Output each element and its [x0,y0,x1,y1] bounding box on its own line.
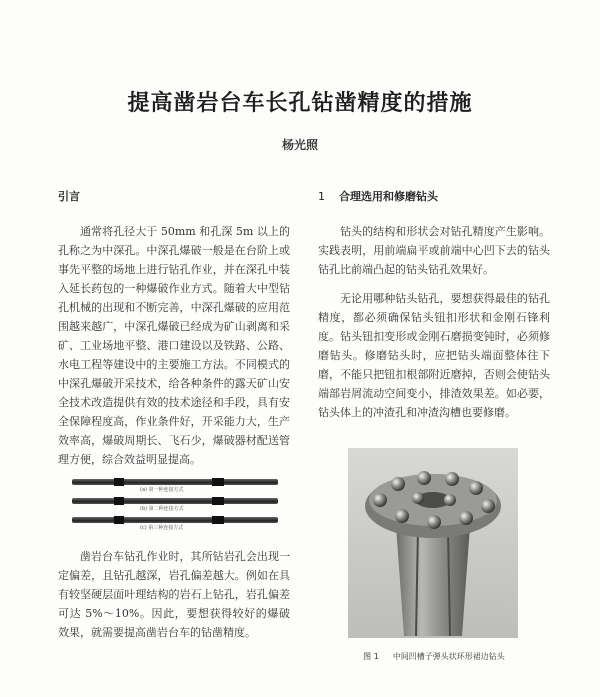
intro-paragraph-2: 凿岩台车钻孔作业时，其所钻岩孔会出现一定偏差，且钻孔越深，岩孔偏差越大。例如在具有较坚硬层面叶理结构的岩石上钻孔，岩孔偏差可达 5%～10%。因此，要想获得较好的爆破效果，就需要提高凿岩台车的钻凿精度。 [58,550,290,639]
rod-caption-b: (b) 第二种连接方式 [140,506,184,512]
section1-paragraph-2: 无论用哪种钻头钻孔，要想获得最佳的钻孔精度，都必须确保钻头钮扣形状和金刚石锋利度。钻头钮扣变形或金刚石磨损变钝时，必须修磨钻头。修磨钻头时，应把钻头端面整体往下磨，不能只把钮扣根部附近磨掉，否则会使钻头端部岩屑流动空间变小，排渣效果差。如必要，钻头体上的冲渣孔和冲渣沟槽也要修磨。 [318,292,550,419]
article-title: 提高凿岩台车长孔钻凿精度的措施 [127,90,473,116]
section-title: 合理选用和修磨钻头 [339,190,438,203]
author-name: 杨光照 [281,138,318,152]
drill-rod-b [72,498,278,504]
drill-rod-figure [72,479,282,533]
drill-rod-c [72,517,278,523]
rod-caption-c: (c) 第三种连接方式 [140,525,184,531]
drill-bit-photo [348,448,518,638]
section-heading-1 [318,188,550,204]
figure-caption [318,651,550,662]
left-column [58,188,290,652]
figure-caption-text: 中间凹槽子弹头状环形裙边钻头 [392,652,505,661]
section-number: 1 [318,190,325,203]
section-heading-intro: 引言 [58,190,80,203]
figure-number: 图 1 [363,652,379,661]
intro-paragraph-1: 通常将孔径大于 50mm 和孔深 5m 以上的孔称之为中深孔。中深孔爆破一般是在台阶上或事先平整的场地上进行钻孔作业，并在深孔中装入延长药包的一种爆破作业方式。随着大中型钻孔机械的出现和不断完善，中深孔爆破的应用范围越来越广，中深孔爆破已经成为矿山剥离和采矿、工业场地平整、港口建设以及铁路、公路、水电工程等建设中的主要施工方法。不同模式的中深孔爆破开采技术，给各种条件的露天矿山安全技术改造提供有效的技术途径和手段，具有安全保障程度高，作业条件好，开采能力大，生产效率高，爆破周期长、飞石少，爆破器材配送管理方便，综合效益明显提高。 [58,225,290,466]
drill-rod-a [72,479,278,485]
rod-connection-c [72,517,282,533]
right-column [318,188,550,432]
rod-caption-a: (a) 第一种连接方式 [140,487,184,493]
rod-connection-b [72,498,282,514]
section1-paragraph-1: 钻头的结构和形状会对钻孔精度产生影响。实践表明，用前端扁平或前端中心凹下去的钻头钻孔比前端凸起的钻头钻孔效果好。 [318,225,550,276]
rod-connection-a [72,479,282,495]
